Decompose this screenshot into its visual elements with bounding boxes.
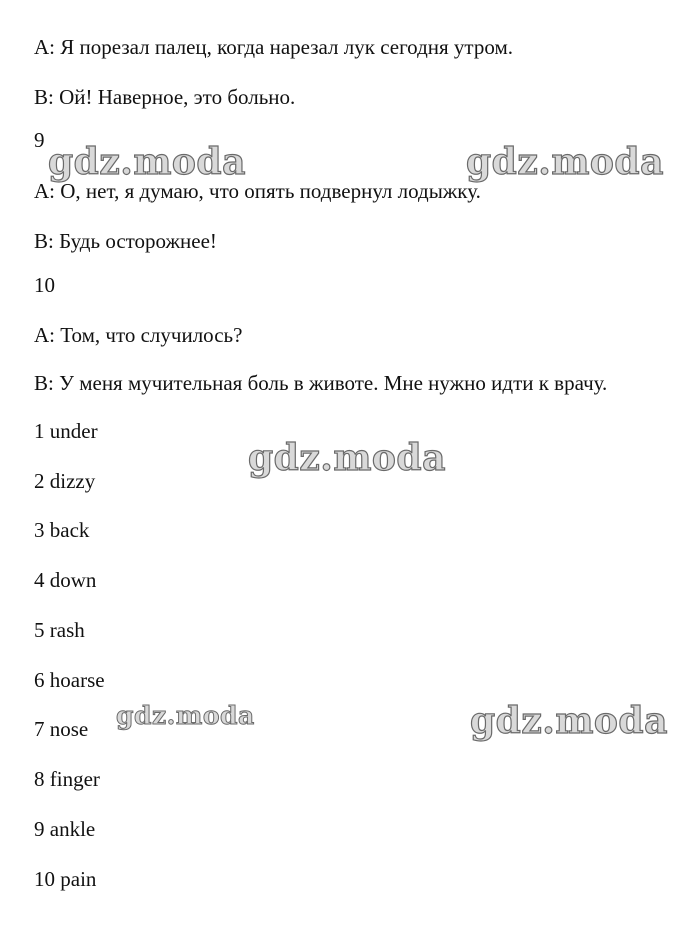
answer-item: 9 ankle <box>34 817 96 841</box>
dialogue-line-a-finger: A: Я порезал палец, когда нарезал лук сегодня утром. <box>34 35 513 59</box>
answer-item: 10 pain <box>34 867 97 891</box>
answer-item: 6 hoarse <box>34 668 105 692</box>
answer-item: 3 back <box>34 518 90 542</box>
watermark-logo: gdz.moda <box>48 141 246 183</box>
dialogue-line-a-ankle: A: О, нет, я думаю, что опять подвернул лодыжку. <box>34 179 481 203</box>
dialogue-line-b-hurts: B: Ой! Наверное, это больно. <box>34 85 296 109</box>
dialogue-line-a-tom: A: Том, что случилось? <box>34 323 243 347</box>
dialogue-line-b-pain: B: У меня мучительная боль в животе. Мне нужно идти к врачу. <box>34 371 608 395</box>
answer-item: 2 dizzy <box>34 469 96 493</box>
answer-item: 4 down <box>34 568 97 592</box>
answer-item: 8 finger <box>34 767 100 791</box>
watermark-logo: gdz.moda <box>116 701 255 730</box>
answer-item: 7 nose <box>34 717 89 741</box>
answer-item: 1 under <box>34 419 98 443</box>
watermark-logo: gdz.moda <box>470 700 668 742</box>
exercise-number-10: 10 <box>34 273 55 297</box>
answer-item: 5 rash <box>34 618 85 642</box>
watermark-logo: gdz.moda <box>466 141 664 183</box>
dialogue-line-b-careful: B: Будь осторожнее! <box>34 229 217 253</box>
exercise-number-9: 9 <box>34 128 45 152</box>
watermark-logo: gdz.moda <box>248 437 446 479</box>
